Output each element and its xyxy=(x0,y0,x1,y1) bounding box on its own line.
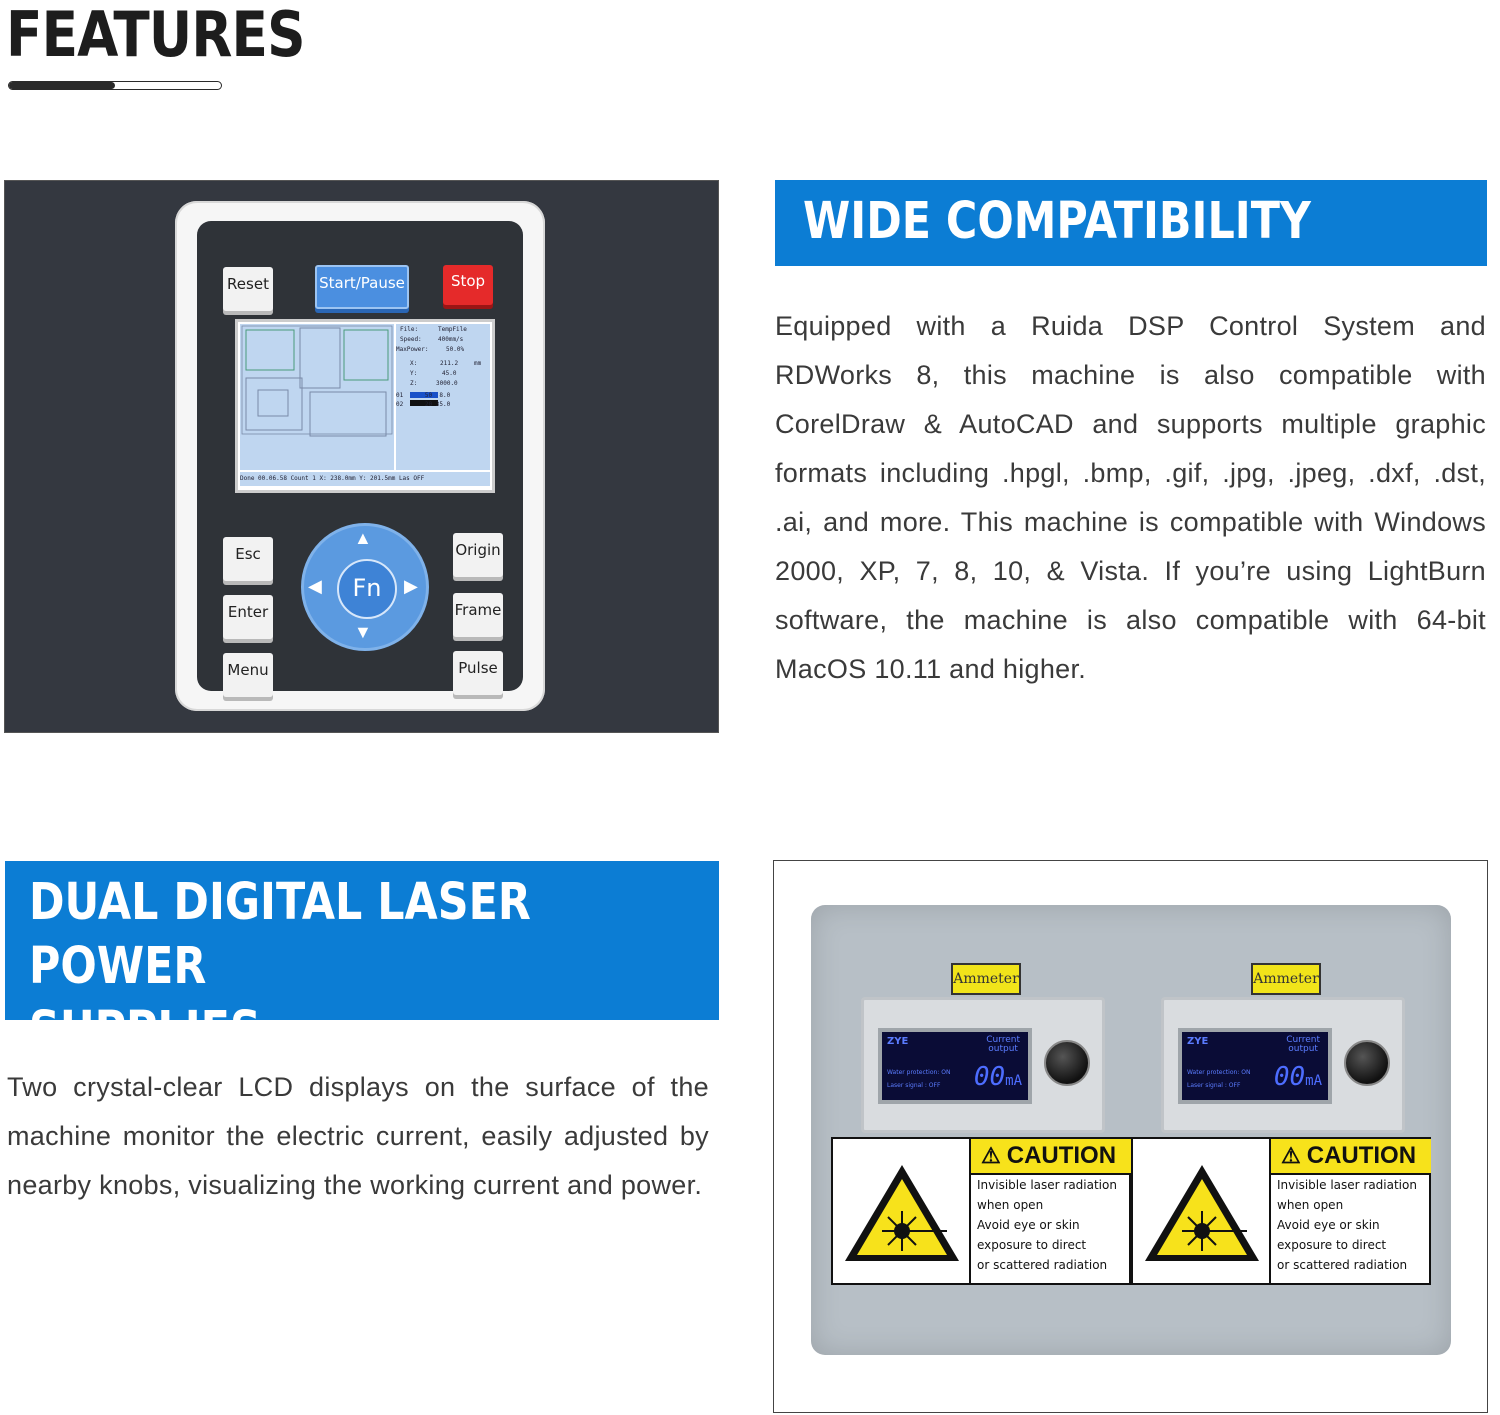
arrow-left-icon: ◀ xyxy=(308,576,322,596)
control-panel-face xyxy=(197,221,523,691)
caution-title-1: CAUTION xyxy=(1006,1142,1117,1169)
caution-line: exposure to direct xyxy=(1277,1238,1387,1252)
ammeter-2 xyxy=(1161,997,1405,1133)
arrow-right-icon: ▶ xyxy=(404,576,418,596)
caution-title-2: CAUTION xyxy=(1306,1142,1417,1169)
caution-line: or scattered radiation xyxy=(1277,1258,1408,1272)
enter-key: Enter xyxy=(223,595,273,639)
lcd-maxpower-label: MaxPower: xyxy=(396,346,429,353)
dual-power-text: Two crystal-clear LCD displays on the surface of the machine monitor the electric current, easily adjusted by nearby knobs, visualizing the working current and power. xyxy=(7,1072,709,1200)
ammeter-brand-2: ZYE xyxy=(1187,1036,1209,1047)
lcd-speed-label: Speed: xyxy=(400,336,422,343)
ammeter-output-line-1: output xyxy=(988,1044,1018,1054)
origin-key: Origin xyxy=(453,533,503,577)
menu-key: Menu xyxy=(223,653,273,697)
caution-header-2 xyxy=(1269,1139,1431,1175)
laser-warning-icon-2 xyxy=(1135,1139,1269,1283)
ammeter-brand-1: ZYE xyxy=(887,1036,909,1047)
ammeter-output-line-2: output xyxy=(1288,1044,1318,1054)
water-protection-status-2: Water protection: ON xyxy=(1187,1069,1251,1076)
lcd-file-value: TempFile xyxy=(438,326,467,333)
control-panel-image xyxy=(4,180,719,733)
ammeter-display-1 xyxy=(878,1028,1032,1104)
ammeter-current-line-1: Current xyxy=(986,1035,1020,1045)
pulse-key: Pulse xyxy=(453,651,503,695)
caution-line: Invisible laser radiation xyxy=(1277,1178,1417,1192)
ammeter-reading-value-1: 00 xyxy=(973,1062,1006,1092)
ammeter-status-2 xyxy=(1187,1066,1250,1092)
caution-line: Avoid eye or skin xyxy=(977,1218,1080,1232)
dual-power-heading-line-1: DUAL DIGITAL LASER POWER xyxy=(29,873,531,996)
ammeter-current-line-2: Current xyxy=(1286,1035,1320,1045)
ammeter-reading-2 xyxy=(1274,1062,1322,1092)
caution-labels xyxy=(831,1137,1431,1285)
lcd-drawing-preview xyxy=(240,324,394,470)
title-underline-bar xyxy=(8,81,222,90)
water-protection-status-1: Water protection: ON xyxy=(887,1069,951,1076)
caution-line: or scattered radiation xyxy=(977,1258,1108,1272)
fn-key: Fn xyxy=(337,559,397,619)
ammeter-unit-2: mA xyxy=(1305,1073,1322,1089)
lcd-layer-row-2: 02 20 35.0 xyxy=(396,401,451,408)
lcd-z-value: 3000.0 xyxy=(436,380,458,387)
frame-key: Frame xyxy=(453,593,503,637)
dual-power-heading xyxy=(29,871,718,1063)
arrow-down-icon: ▼ xyxy=(354,622,372,642)
lcd-info-panel xyxy=(396,324,490,470)
ammeter-1 xyxy=(861,997,1105,1133)
laser-signal-status-2: Laser signal : OFF xyxy=(1187,1082,1241,1089)
ammeter-status-1 xyxy=(887,1066,950,1092)
controller-lcd xyxy=(235,319,495,493)
lcd-z-label: Z: xyxy=(410,380,418,387)
lcd-x-value: 211.2 xyxy=(440,360,459,367)
caution-line: when open xyxy=(1277,1198,1344,1212)
lcd-x-label: X: xyxy=(410,360,418,367)
ammeter-tag-1: Ammeter xyxy=(951,963,1021,995)
dual-power-banner xyxy=(5,861,719,1060)
wide-compatibility-heading: WIDE COMPATIBILITY xyxy=(803,192,1311,251)
caution-line: Invisible laser radiation xyxy=(977,1178,1117,1192)
stop-key: Stop xyxy=(443,265,493,305)
lcd-speed-value: 400mm/s xyxy=(438,336,464,343)
lcd-layer-row-1: 01 50 8.0 xyxy=(396,392,451,399)
caution-label-2 xyxy=(1133,1139,1429,1283)
caution-text-2 xyxy=(1269,1175,1429,1283)
lcd-maxpower-value: 50.0% xyxy=(446,346,465,353)
power-supply-plate xyxy=(811,905,1451,1355)
laser-signal-status-1: Laser signal : OFF xyxy=(887,1082,941,1089)
page-title: FEATURES xyxy=(6,0,305,71)
current-knob-2[interactable] xyxy=(1344,1040,1390,1086)
ammeter-display-2 xyxy=(1178,1028,1332,1104)
caution-line: Avoid eye or skin xyxy=(1277,1218,1380,1232)
control-panel-bezel xyxy=(175,201,545,711)
wide-compatibility-banner xyxy=(775,180,1487,266)
lcd-unit: mm xyxy=(474,360,482,367)
power-supply-image xyxy=(773,860,1488,1413)
start-pause-key: Start/Pause xyxy=(315,265,409,309)
reset-key: Reset xyxy=(223,267,273,311)
title-underline-fill xyxy=(9,82,115,89)
caution-text-1 xyxy=(969,1175,1129,1283)
ammeter-unit-1: mA xyxy=(1005,1073,1022,1089)
warning-triangle-icon-2: ⚠ xyxy=(1281,1143,1301,1168)
current-knob-1[interactable] xyxy=(1044,1040,1090,1086)
arrow-up-icon: ▲ xyxy=(354,528,372,548)
ammeter-current-label-1 xyxy=(986,1036,1020,1054)
caution-line: when open xyxy=(977,1198,1044,1212)
lcd-file-label: File: xyxy=(400,326,419,333)
lcd-y-label: Y: xyxy=(410,370,418,377)
dual-power-heading-line-2: SUPPLIES xyxy=(29,1001,261,1060)
caution-header-1 xyxy=(969,1139,1131,1175)
laser-warning-icon-1 xyxy=(835,1139,969,1283)
esc-key: Esc xyxy=(223,537,273,581)
ammeter-current-label-2 xyxy=(1286,1036,1320,1054)
caution-label-1 xyxy=(833,1139,1129,1283)
ammeter-tag-2: Ammeter xyxy=(1251,963,1321,995)
ammeter-reading-1 xyxy=(974,1062,1022,1092)
warning-triangle-icon-1: ⚠ xyxy=(981,1143,1001,1168)
direction-pad xyxy=(301,523,429,651)
lcd-preview-area xyxy=(240,324,394,470)
caution-line: exposure to direct xyxy=(977,1238,1087,1252)
wide-compatibility-text: Equipped with a Ruida DSP Control System and RDWorks 8, this machine is also compatible with CorelDraw & AutoCAD and supports multiple graphic formats including .hpgl, .bmp, .gif, .jpg, .jpeg, .dxf, .dst, .ai, and more. This machine is compatible with Windows 2000, XP, 7, 8, 10, & Vista. If you’re using LightBurn software, the machine is also compatible with 64-bit MacOS 10.11 and higher. xyxy=(775,311,1486,684)
lcd-status-bar: Done 00.06.58 Count 1 X: 238.0mm Y: 201.5mm Las OFF xyxy=(240,472,490,486)
lcd-y-value: 45.0 xyxy=(442,370,457,377)
ammeter-reading-value-2: 00 xyxy=(1273,1062,1306,1092)
